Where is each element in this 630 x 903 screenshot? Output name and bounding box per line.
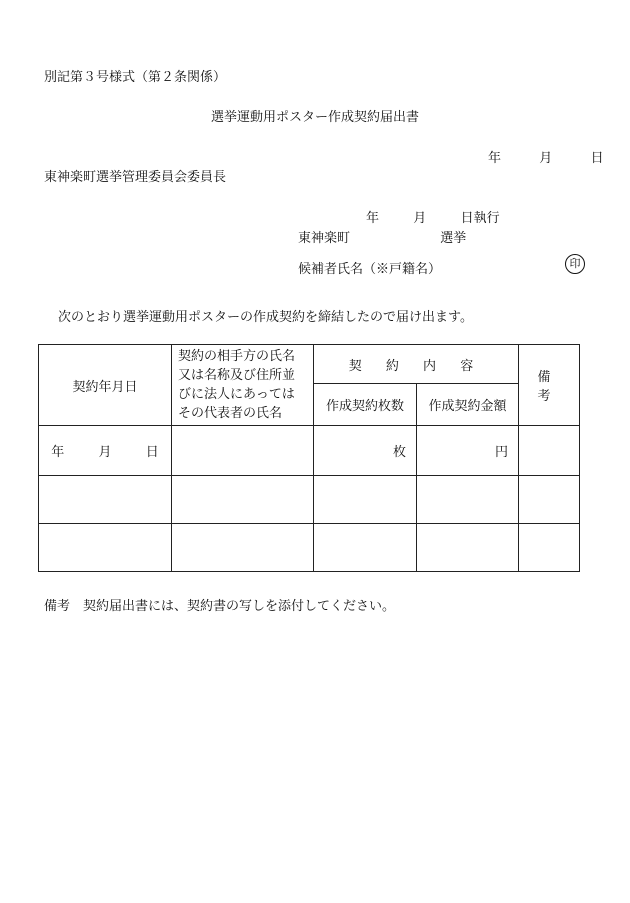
contract-amount-cell[interactable] — [417, 524, 519, 572]
contract-party-cell[interactable] — [172, 476, 314, 524]
row-month-label: 月 — [98, 445, 112, 460]
remarks-cell[interactable] — [519, 426, 580, 476]
document-title: 選挙運動用ポスター作成契約届出書 — [210, 110, 419, 125]
candidate-name-label: 候補者氏名（※戸籍名） — [298, 262, 442, 277]
header-contract-contents: 契 約 内 容 — [314, 345, 519, 384]
election-day-exec-label: 日執行 — [460, 211, 500, 226]
contract-party-cell[interactable] — [172, 426, 314, 476]
form-number: 別記第３号様式（第２条関係） — [44, 70, 227, 85]
row-day-label: 日 — [145, 445, 159, 460]
footnote: 備考 契約届出書には、契約書の写しを添付してください。 — [44, 599, 396, 614]
contract-date-cell[interactable] — [39, 426, 172, 476]
contract-amount-cell[interactable]: 円 — [417, 426, 519, 476]
election-name — [298, 227, 466, 246]
election-month-label: 月 — [413, 211, 427, 226]
election-label: 選挙 — [440, 231, 467, 246]
town-name: 東神楽町 — [298, 231, 351, 246]
contract-party-cell[interactable] — [172, 524, 314, 572]
poster-count-cell[interactable] — [314, 524, 417, 572]
table-header-row — [39, 345, 580, 384]
contract-table — [38, 344, 580, 572]
header-contract-party: 契約の相手方の氏名又は名称及び住所並びに法人にあってはその代表者の氏名 — [172, 345, 314, 426]
date-year-label: 年 — [488, 151, 502, 166]
intro-text: 次のとおり選挙運動用ポスターの作成契約を締結したので届け出ます。 — [58, 310, 473, 325]
contract-date-cell[interactable] — [39, 524, 172, 572]
table-row — [39, 426, 580, 476]
date-day-label: 日 — [590, 151, 604, 166]
table-row — [39, 476, 580, 524]
table-row — [39, 524, 580, 572]
remarks-cell[interactable] — [519, 476, 580, 524]
date-month-label: 月 — [539, 151, 553, 166]
election-date — [366, 207, 500, 226]
seal-mark: 印 — [565, 254, 585, 274]
header-contract-amount: 作成契約金額 — [417, 384, 519, 426]
poster-count-cell[interactable] — [314, 476, 417, 524]
contract-amount-cell[interactable] — [417, 476, 519, 524]
addressee: 東神楽町選挙管理委員会委員長 — [44, 170, 227, 185]
header-contract-date: 契約年月日 — [39, 345, 172, 426]
header-poster-count: 作成契約枚数 — [314, 384, 417, 426]
remarks-cell[interactable] — [519, 524, 580, 572]
contract-date-cell[interactable] — [39, 476, 172, 524]
header-remarks: 備 考 — [519, 345, 580, 426]
election-year-label: 年 — [366, 211, 380, 226]
row-year-label: 年 — [51, 445, 65, 460]
poster-count-cell[interactable]: 枚 — [314, 426, 417, 476]
submission-date — [488, 147, 604, 166]
